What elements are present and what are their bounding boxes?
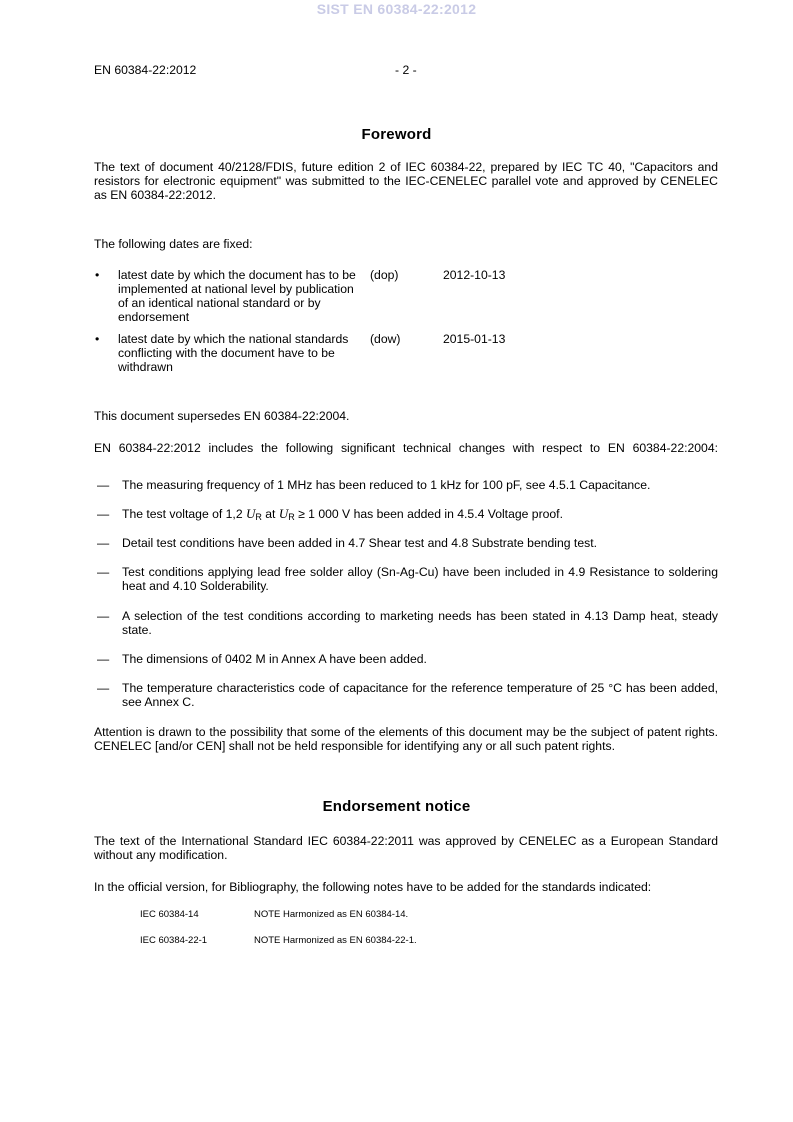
note-standard: IEC 60384-14 xyxy=(140,909,199,920)
change-item: The measuring frequency of 1 MHz has been reduced to 1 kHz for 100 pF, see 4.5.1 Capacitance. xyxy=(122,478,651,492)
changes-intro: EN 60384-22:2012 includes the following significant technical changes with respect to EN 60384-22:2004: xyxy=(94,441,718,455)
bibliography-intro: In the official version, for Bibliography, the following notes have to be added for the standards indicated: xyxy=(94,880,652,894)
change-item: The dimensions of 0402 M in Annex A have been added. xyxy=(122,652,427,666)
ur-symbol: $U_R$ xyxy=(278,506,295,522)
header-doc-id: EN 60384-22:2012 xyxy=(94,63,197,77)
watermark: SIST EN 60384-22:2012 xyxy=(316,1,477,17)
change-item: The temperature characteristics code of capacitance for the reference temperature of 25 °C has been added, see Annex C. xyxy=(122,681,718,709)
date-item-code: (dop) xyxy=(370,268,399,282)
dash-marker: — xyxy=(97,565,110,579)
dash-marker: — xyxy=(97,507,110,521)
change-item: The test voltage of 1,2 $U_R$ at $U_R \ge 1$ 000 V has been added in 4.5.4 Voltage proof. xyxy=(122,506,563,522)
date-item-date: 2015-01-13 xyxy=(443,332,506,346)
note-text: NOTE Harmonized as EN 60384-22-1. xyxy=(254,935,417,946)
bullet-icon: • xyxy=(95,332,100,346)
endorsement-heading: Endorsement notice xyxy=(322,798,471,815)
foreword-intro: The text of document 40/2128/FDIS, future edition 2 of IEC 60384-22, prepared by IEC TC 40, "Capacitors and resistors for electronic equipment" was submitted to the IEC-CENELEC parallel vote and approved by CENELEC as EN 60384-22:2012. xyxy=(94,160,718,202)
dash-marker: — xyxy=(97,652,110,666)
supersedes-text: This document supersedes EN 60384-22:2004. xyxy=(94,409,350,423)
note-text: NOTE Harmonized as EN 60384-14. xyxy=(254,909,409,920)
change-item: Detail test conditions have been added in 4.7 Shear test and 4.8 Substrate bending test. xyxy=(122,536,597,550)
change-item: A selection of the test conditions according to marketing needs has been stated in 4.13 Damp heat, steady state. xyxy=(122,609,718,637)
bullet-icon: • xyxy=(95,268,100,282)
date-item-code: (dow) xyxy=(370,332,401,346)
date-item-text: latest date by which the national standards conflicting with the document have to be withdrawn xyxy=(118,332,349,374)
dates-intro: The following dates are fixed: xyxy=(94,237,253,251)
patent-notice: Attention is drawn to the possibility that some of the elements of this document may be the subject of patent rights. CENELEC [and/or CEN] shall not be held responsible for identifying any or all such patent rights. xyxy=(94,725,718,753)
dash-marker: — xyxy=(97,681,110,695)
dash-marker: — xyxy=(97,478,110,492)
endorsement-text: The text of the International Standard IEC 60384-22:2011 was approved by CENELEC as a European Standard without any modification. xyxy=(94,834,718,862)
change-item: Test conditions applying lead free solder alloy (Sn-Ag-Cu) have been included in 4.9 Resistance to soldering heat and 4.10 Solderability. xyxy=(122,565,718,593)
foreword-heading: Foreword xyxy=(361,126,432,143)
date-item-text: latest date by which the document has to be implemented at national level by publication of an identical national standard or by endorsement xyxy=(118,268,356,324)
dash-marker: — xyxy=(97,536,110,550)
page-number: - 2 - xyxy=(395,63,417,77)
ur-symbol: $U_R$ xyxy=(245,506,262,522)
dash-marker: — xyxy=(97,609,110,623)
date-item-date: 2012-10-13 xyxy=(443,268,506,282)
note-standard: IEC 60384-22-1 xyxy=(140,935,208,946)
